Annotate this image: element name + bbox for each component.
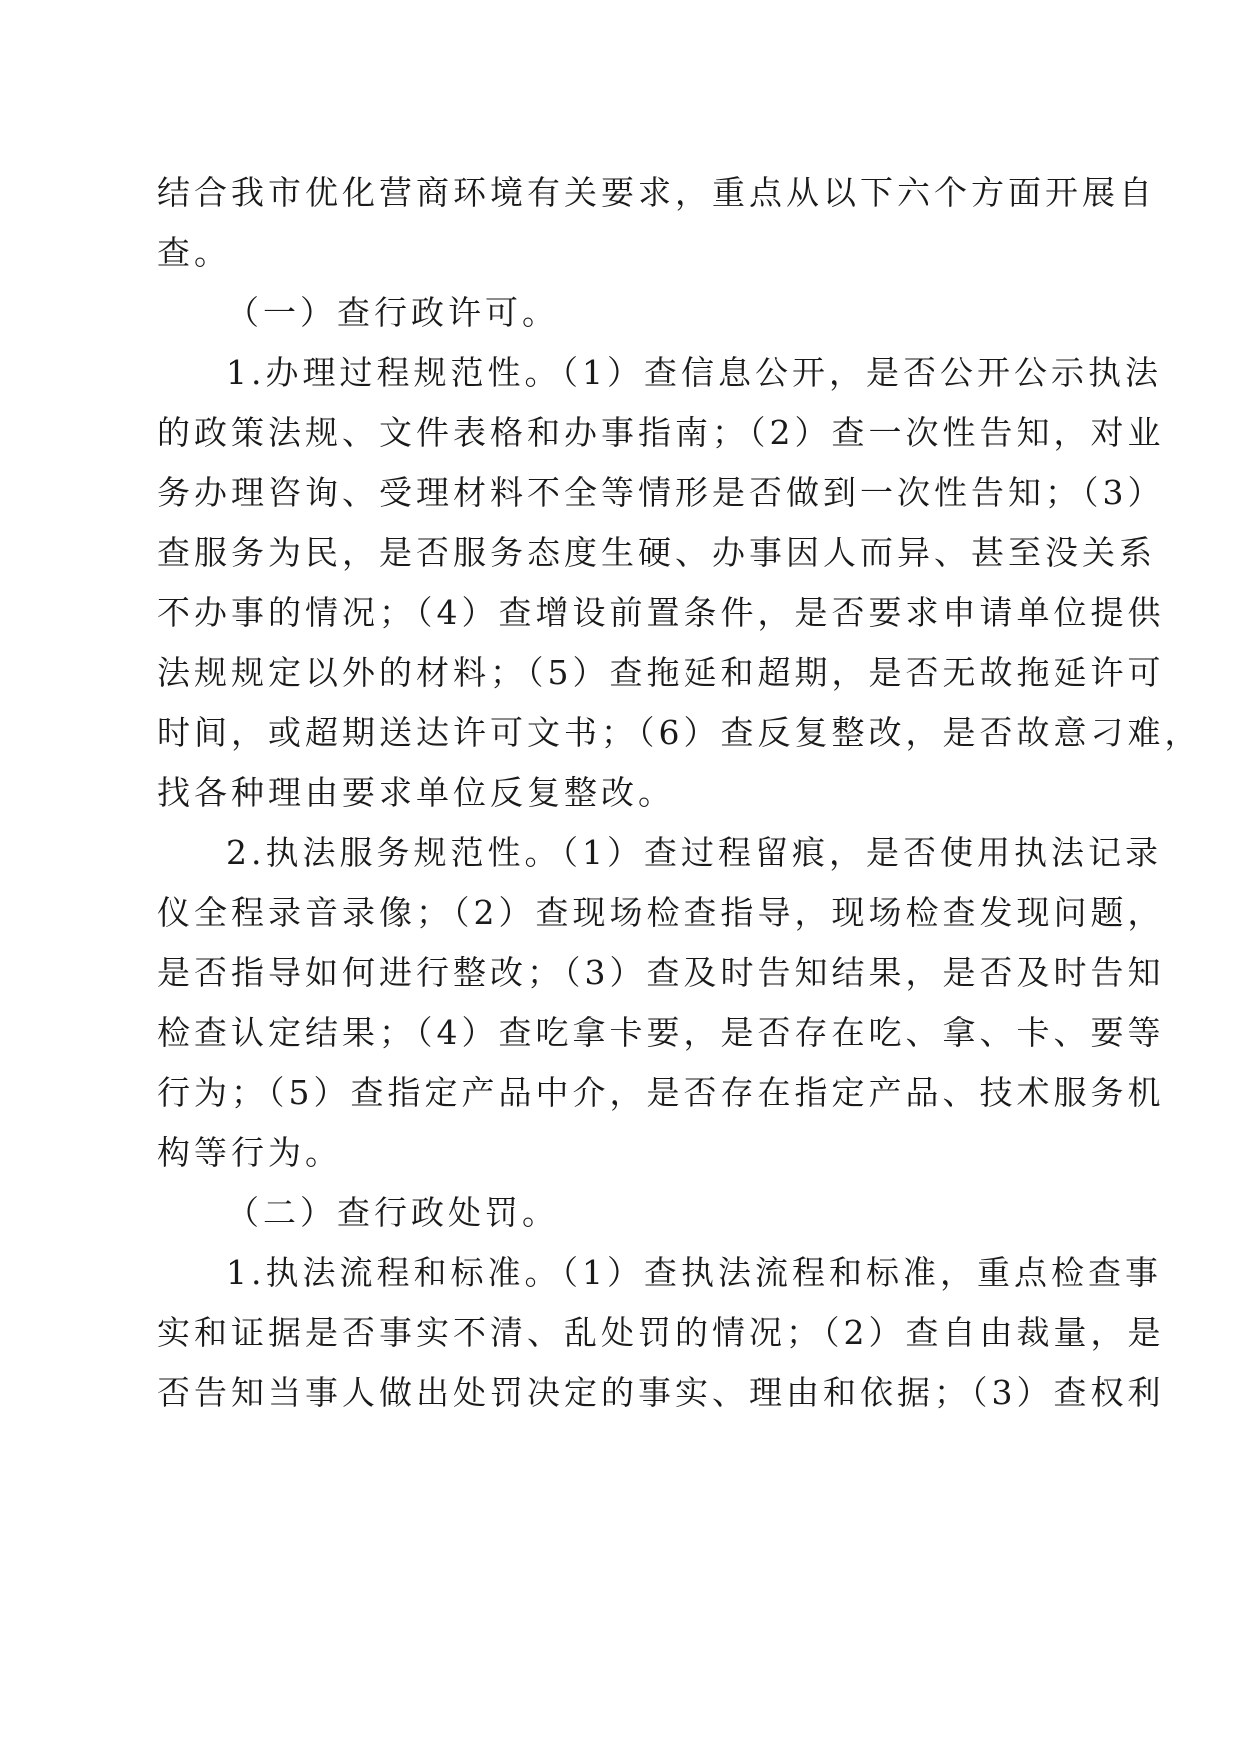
paragraph-line: 时间，或超期送达许可文书；（6）查反复整改，是否故意刁难， <box>157 713 1202 752</box>
paragraph-line: 实和证据是否事实不清、乱处罚的情况；（2）查自由裁量，是 <box>157 1313 1165 1352</box>
paragraph-line: 1.执法流程和标准。（1）查执法流程和标准，重点检查事 <box>226 1253 1162 1292</box>
paragraph-line: 不办事的情况；（4）查增设前置条件，是否要求申请单位提供 <box>157 593 1165 632</box>
paragraph-line: 结合我市优化营商环境有关要求，重点从以下六个方面开展自 <box>157 173 1156 212</box>
paragraph-line: 构等行为。 <box>157 1133 342 1172</box>
paragraph-line: 务办理咨询、受理材料不全等情形是否做到一次性告知；（3） <box>157 473 1165 512</box>
paragraph-line: 行为；（5）查指定产品中介，是否存在指定产品、技术服务机 <box>157 1073 1165 1112</box>
paragraph-line: 法规规定以外的材料；（5）查拖延和超期，是否无故拖延许可 <box>157 653 1165 692</box>
paragraph-line: 1.办理过程规范性。（1）查信息公开，是否公开公示执法 <box>226 353 1162 392</box>
section-heading-1: （一）查行政许可。 <box>226 293 559 332</box>
paragraph-line: 否告知当事人做出处罚决定的事实、理由和依据；（3）查权利 <box>157 1373 1165 1412</box>
paragraph-line: 的政策法规、文件表格和办事指南；（2）查一次性告知，对业 <box>157 413 1165 452</box>
paragraph-line: 找各种理由要求单位反复整改。 <box>157 773 675 812</box>
paragraph-line: 查服务为民，是否服务态度生硬、办事因人而异、甚至没关系 <box>157 533 1156 572</box>
paragraph-line: 仪全程录音录像；（2）查现场检查指导，现场检查发现问题， <box>157 893 1165 932</box>
section-heading-2: （二）查行政处罚。 <box>226 1193 559 1232</box>
paragraph-line: 是否指导如何进行整改；（3）查及时告知结果，是否及时告知 <box>157 953 1165 992</box>
paragraph-line: 检查认定结果；（4）查吃拿卡要，是否存在吃、拿、卡、要等 <box>157 1013 1165 1052</box>
paragraph-line: 2.执法服务规范性。（1）查过程留痕，是否使用执法记录 <box>226 833 1162 872</box>
paragraph-line: 查。 <box>157 233 231 272</box>
